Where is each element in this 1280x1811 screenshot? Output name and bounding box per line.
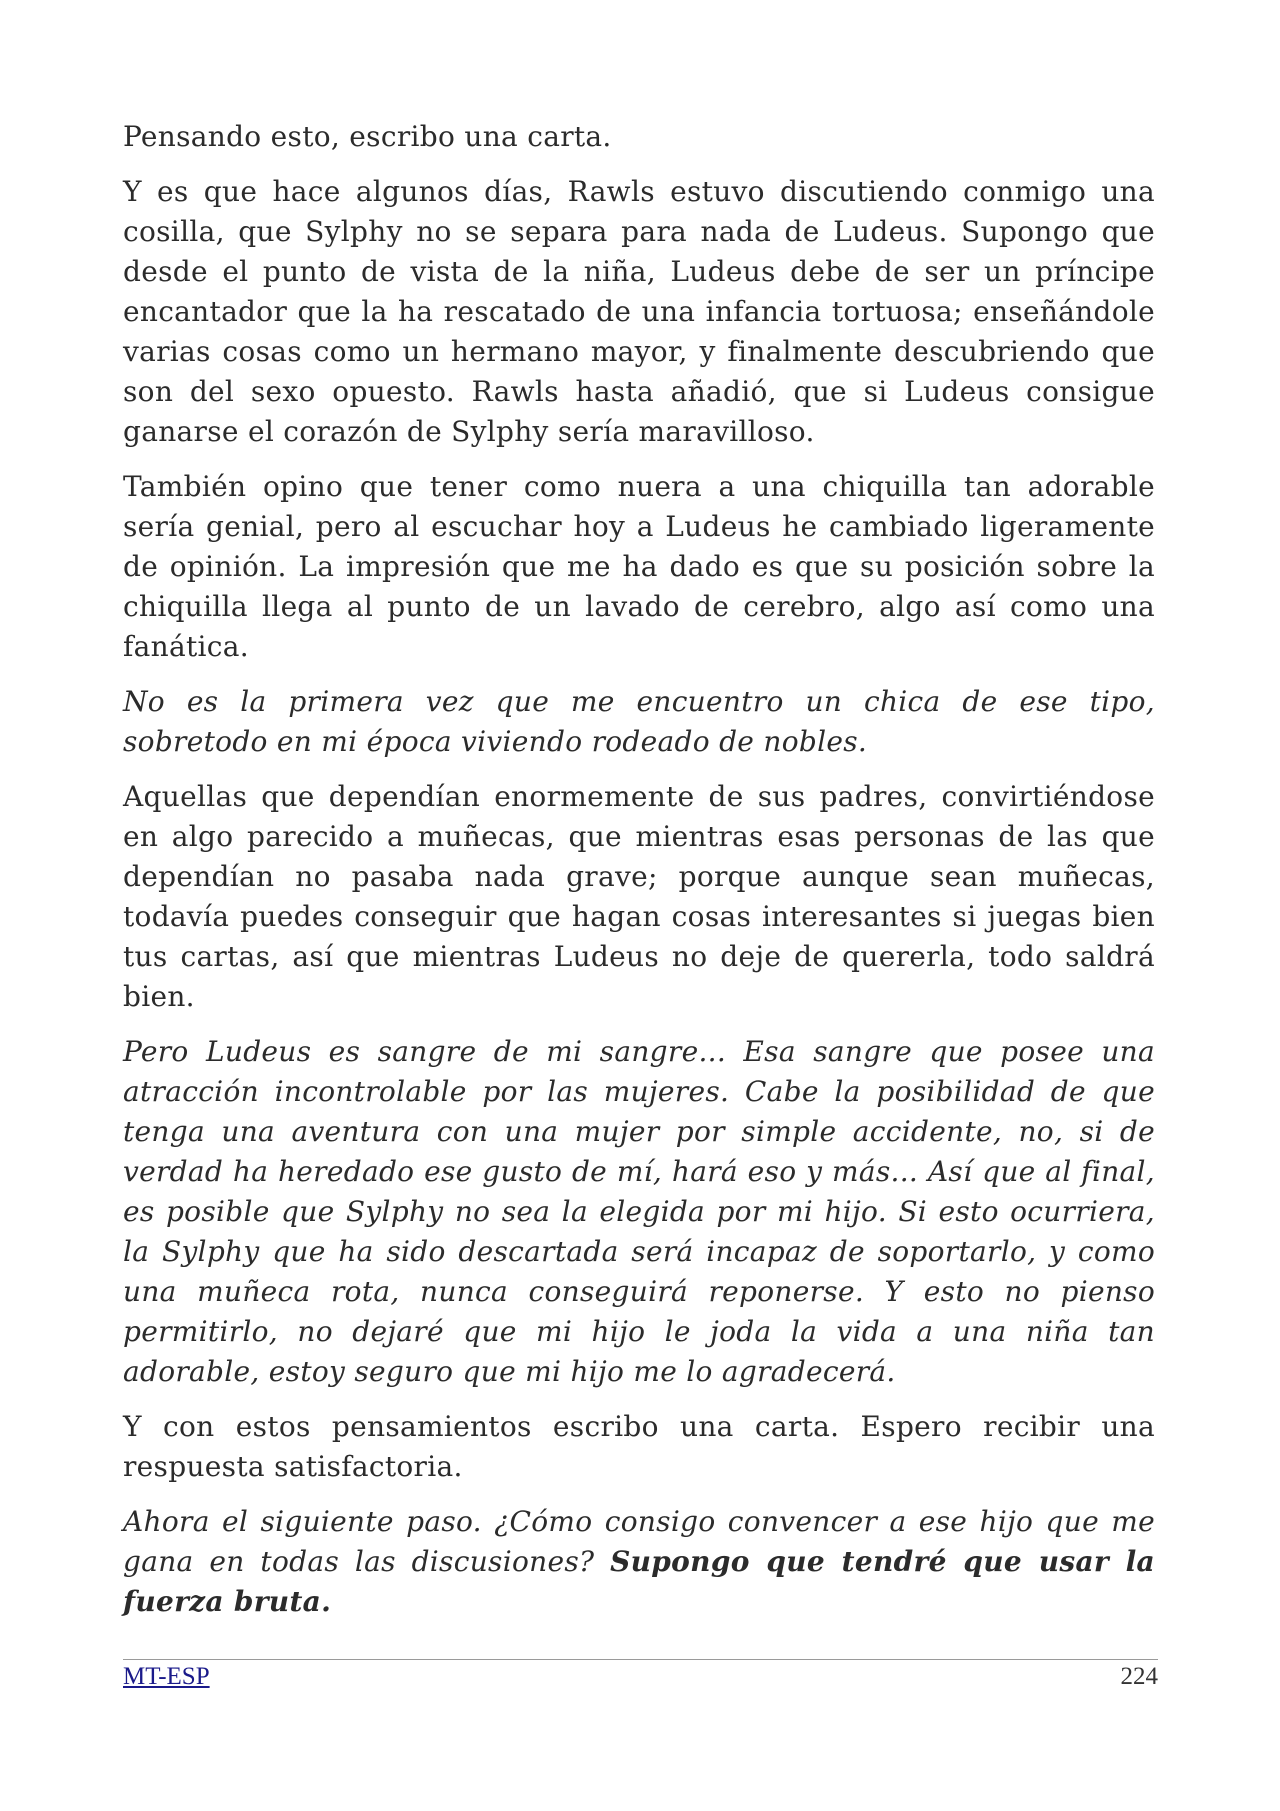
paragraph-8-italic-text: Ahora el siguiente paso. ¿Cómo consigo convencer a ese hijo que me gana en todas las discusiones?: [123, 1505, 1155, 1578]
paragraph-7: Y con estos pensamientos escribo una carta. Espero recibir una respuesta satisfactoria.: [123, 1410, 1155, 1483]
paragraph-8-italic: [123, 1502, 1155, 1622]
page-number: 224: [1120, 1663, 1158, 1690]
paragraph-5: Aquellas que dependían enormemente de sus padres, convirtiéndose en algo parecido a muñecas, que mientras esas personas de las que dependían no pasaba nada grave; porque aunque sean muñecas, todavía puedes conseguir que hagan cosas interesantes si juegas bien tus cartas, así que mientras Ludeus no deje de quererla, todo saldrá bien.: [123, 780, 1155, 1013]
footer-link-mt-esp[interactable]: MT-ESP: [123, 1663, 210, 1690]
paragraph-8-bold-text: Supongo que tendré que usar la fuerza bruta.: [123, 1545, 1155, 1618]
paragraph-4-italic: No es la primera vez que me encuentro un chica de ese tipo, sobretodo en mi época viviendo rodeado de nobles.: [123, 685, 1155, 758]
paragraph-2: Y es que hace algunos días, Rawls estuvo discutiendo conmigo una cosilla, que Sylphy no se separa para nada de Ludeus. Supongo que desde el punto de vista de la niña, Ludeus debe de ser un príncipe encantador que la ha rescatado de una infancia tortuosa; enseñándole varias cosas como un hermano mayor, y finalmente descubriendo que son del sexo opuesto. Rawls hasta añadió, que si Ludeus consigue ganarse el corazón de Sylphy sería maravilloso.: [123, 175, 1155, 448]
paragraph-3: También opino que tener como nuera a una chiquilla tan adorable sería genial, pero al escuchar hoy a Ludeus he cambiado ligeramente de opinión. La impresión que me ha dado es que su posición sobre la chiquilla llega al punto de un lavado de cerebro, algo así como una fanática.: [123, 470, 1155, 663]
paragraph-1: Pensando esto, escribo una carta.: [123, 120, 612, 153]
paragraph-6-italic: Pero Ludeus es sangre de mi sangre... Esa sangre que posee una atracción incontrolable por las mujeres. Cabe la posibilidad de que tenga una aventura con una mujer por simple accidente, no, si de verdad ha heredado ese gusto de mí, hará eso y más... Así que al final, es posible que Sylphy no sea la elegida por mi hijo. Si esto ocurriera, la Sylphy que ha sido descartada será incapaz de soportarlo, y como una muñeca rota, nunca conseguirá reponerse. Y esto no pienso permitirlo, no dejaré que mi hijo le joda la vida a una niña tan adorable, estoy seguro que mi hijo me lo agradecerá.: [123, 1035, 1155, 1388]
body-text: [123, 117, 1155, 1637]
footer-divider: [123, 1659, 1158, 1660]
